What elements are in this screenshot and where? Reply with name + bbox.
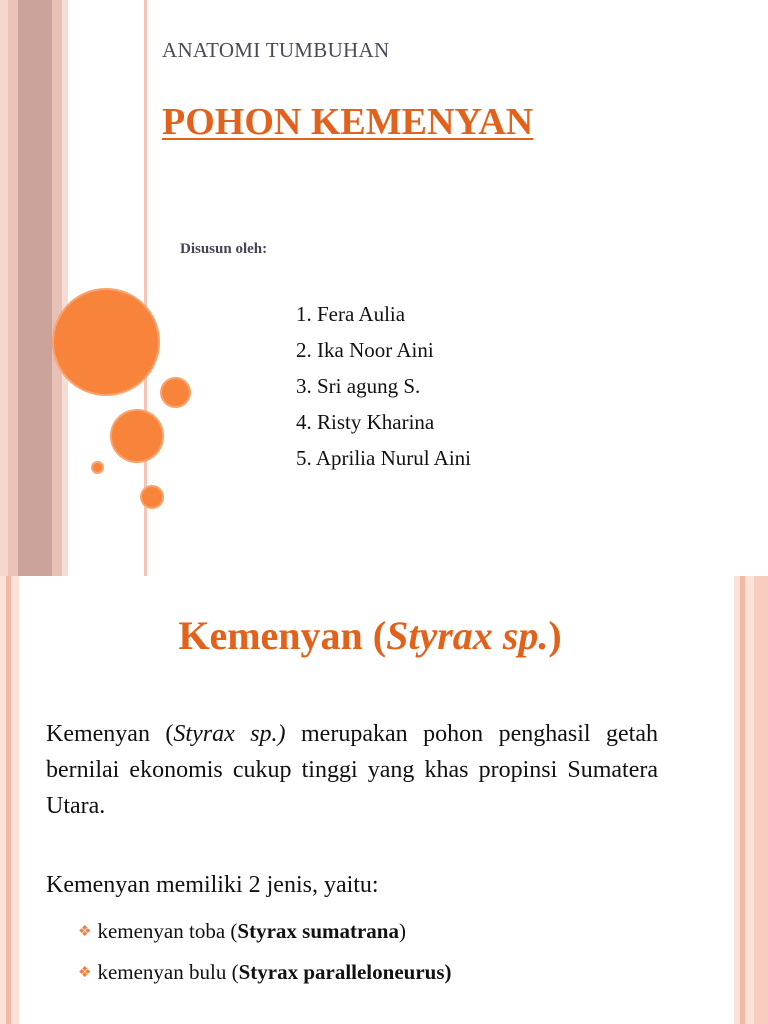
slide-subtitle: ANATOMI TUMBUHAN <box>162 38 390 62</box>
author-item: 3. Sri agung S. <box>296 374 421 398</box>
para-rest: merupakan pohon penghasil getah bernilai ekonomis cukup tinggi yang khas propinsi Sumatera Utara. <box>46 721 658 819</box>
type-species: Styrax paralleloneurus) <box>238 960 452 984</box>
title-close: ) <box>548 613 562 658</box>
list-item <box>78 911 452 952</box>
decor-stripe <box>52 0 62 576</box>
description-paragraph <box>46 716 658 824</box>
author-item: 1. Fera Aulia <box>296 302 406 326</box>
author-list <box>296 296 471 476</box>
decor-stripe <box>8 0 18 576</box>
decor-circle-tiny <box>91 461 104 474</box>
type-suffix: ) <box>399 919 406 943</box>
diamond-bullet-icon: ❖ <box>78 965 92 981</box>
list-item <box>78 952 452 993</box>
decor-stripe <box>62 0 68 576</box>
author-item: 2. Ika Noor Aini <box>296 338 434 362</box>
type-prefix: kemenyan toba ( <box>97 919 238 943</box>
author-item: 4. Risty Kharina <box>296 410 435 434</box>
para-start: Kemenyan ( <box>46 721 174 747</box>
decor-stripe <box>745 576 754 1024</box>
types-list <box>78 911 452 993</box>
title-species: Styrax sp. <box>386 613 549 658</box>
slide-title <box>0 612 740 659</box>
decor-circle-small <box>140 485 164 509</box>
authored-by-label: Disusun oleh: <box>180 241 268 257</box>
type-prefix: kemenyan bulu ( <box>97 960 239 984</box>
decor-circle-small <box>160 377 191 408</box>
decor-circle-medium <box>110 409 164 463</box>
types-intro: Kemenyan memiliki 2 jenis, yaitu: <box>46 872 379 898</box>
content-slide <box>0 576 768 1024</box>
decor-circle-large <box>52 288 160 396</box>
author-item: 5. Aprilia Nurul Aini <box>296 446 471 470</box>
type-species: Styrax sumatrana <box>237 919 399 943</box>
decor-stripe <box>754 576 768 1024</box>
decor-stripe <box>0 0 8 576</box>
title-text: Kemenyan ( <box>178 613 387 658</box>
para-species: Styrax sp.) <box>173 721 286 747</box>
diamond-bullet-icon: ❖ <box>78 924 92 940</box>
slide-title: POHON KEMENYAN <box>162 101 534 143</box>
decor-stripe <box>18 0 52 576</box>
